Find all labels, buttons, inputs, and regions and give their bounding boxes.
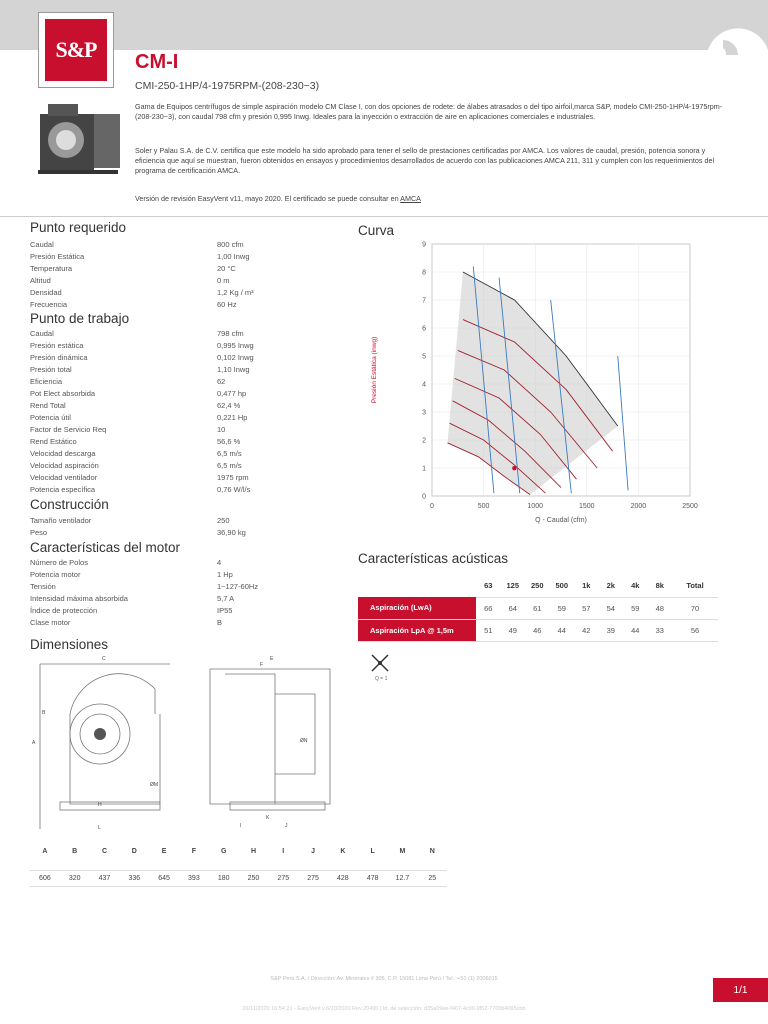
req-label: Caudal xyxy=(30,240,54,249)
x-tick-label: 0 xyxy=(430,503,434,510)
section-motor: Características del motor xyxy=(30,540,181,555)
work-value: 56,6 % xyxy=(217,437,241,446)
work-value: 62,4 % xyxy=(217,401,241,410)
dim-value: 428 xyxy=(328,870,358,886)
acoustic-row-label: Aspiración LpA @ 1,5m xyxy=(358,619,476,641)
motor-row xyxy=(30,558,330,570)
dimension-drawings xyxy=(30,654,350,834)
y-tick-label: 6 xyxy=(422,325,426,333)
acoustic-value: 46 xyxy=(525,619,550,641)
cons-label: Tamaño ventilador xyxy=(30,516,92,525)
dim-letter: G xyxy=(220,847,227,855)
work-value: 0,995 Inwg xyxy=(217,341,254,350)
x-tick-label: 2500 xyxy=(682,503,698,510)
acoustic-value: 57 xyxy=(574,597,599,619)
dim-value: 275 xyxy=(298,870,328,886)
motor-label: Intensidad máxima absorbida xyxy=(30,594,128,603)
y-tick-label: 2 xyxy=(422,437,426,445)
dim-letter: K xyxy=(340,847,346,855)
fan-product-image xyxy=(36,100,122,180)
svg-text:B: B xyxy=(42,710,46,716)
work-row xyxy=(30,437,330,449)
version-text: Versión de revisión EasyVent v11, mayo 2020. El certificado se puede consultar en AMCA xyxy=(135,194,421,203)
req-value: 1,00 Inwg xyxy=(217,252,250,261)
y-tick-label: 5 xyxy=(422,353,426,361)
acoustic-value: 33 xyxy=(648,619,673,641)
q-label: Q = 1 xyxy=(375,676,388,682)
work-label: Velocidad ventilador xyxy=(30,473,98,482)
work-row xyxy=(30,485,330,497)
cons-row xyxy=(30,528,330,540)
work-value: 0,76 W/l/s xyxy=(217,485,251,494)
work-value: 6,5 m/s xyxy=(217,461,242,470)
motor-value: 1 Hp xyxy=(217,570,233,579)
motor-label: Potencia motor xyxy=(30,570,81,579)
req-value: 800 cfm xyxy=(217,240,244,249)
work-label: Velocidad aspiración xyxy=(30,461,99,470)
req-label: Frecuencia xyxy=(30,300,68,309)
acoustic-value: 56 xyxy=(672,619,718,641)
motor-row xyxy=(30,570,330,582)
amca-link[interactable]: AMCA xyxy=(400,194,421,203)
work-row xyxy=(30,341,330,353)
dim-value: 320 xyxy=(60,870,90,886)
motor-row xyxy=(30,606,330,618)
divider xyxy=(0,216,768,217)
y-tick-label: 1 xyxy=(422,465,426,473)
fan-flow-symbol-icon xyxy=(368,652,392,674)
req-label: Altitud xyxy=(30,276,51,285)
work-row xyxy=(30,425,330,437)
motor-row xyxy=(30,594,330,606)
acoustic-value: 64 xyxy=(501,597,526,619)
req-row xyxy=(30,240,330,252)
acoustic-value: 70 xyxy=(672,597,718,619)
work-label: Potencia específica xyxy=(30,485,96,494)
x-tick-label: 1000 xyxy=(527,503,543,510)
operating-point xyxy=(512,466,516,470)
work-row xyxy=(30,473,330,485)
work-value: 798 cfm xyxy=(217,329,244,338)
motor-row xyxy=(30,618,330,630)
x-axis-label: Q - Caudal (cfm) xyxy=(535,517,587,524)
dim-letter: L xyxy=(370,847,375,855)
acoustic-value: 61 xyxy=(525,597,550,619)
y-tick-label: 9 xyxy=(422,241,426,249)
work-value: 10 xyxy=(217,425,226,434)
y-axis-label: Presión Estática (inwg) xyxy=(371,336,378,404)
work-label: Presión dinámica xyxy=(30,353,88,362)
dim-value: 645 xyxy=(149,870,179,886)
req-value: 20 °C xyxy=(217,264,236,273)
page-number: 1/1 xyxy=(713,978,768,1002)
acoustic-value: 44 xyxy=(550,619,575,641)
band-header: 250 xyxy=(525,575,550,597)
dim-letter: A xyxy=(42,847,48,855)
acoustic-row xyxy=(358,619,718,641)
req-label: Densidad xyxy=(30,288,62,297)
req-label: Presión Estática xyxy=(30,252,85,261)
dim-letter: B xyxy=(72,847,78,855)
motor-row xyxy=(30,582,330,594)
dim-letter: C xyxy=(101,847,108,855)
cons-label: Peso xyxy=(30,528,48,537)
motor-value: 1~127-60Hz xyxy=(217,582,259,591)
dim-letter: M xyxy=(399,847,406,855)
acoustic-title: Características acústicas xyxy=(358,551,509,566)
x-tick-label: 500 xyxy=(477,503,490,510)
work-label: Presión total xyxy=(30,365,72,374)
dim-letter: I xyxy=(282,847,285,855)
band-header: 1k xyxy=(574,575,599,597)
y-tick-label: 0 xyxy=(422,493,426,501)
y-tick-label: 4 xyxy=(422,381,426,389)
band-header: 125 xyxy=(501,575,526,597)
dim-value: 437 xyxy=(90,870,120,886)
band-header: Total xyxy=(672,575,718,597)
svg-text:H: H xyxy=(98,802,102,808)
x-tick-label: 1500 xyxy=(579,503,595,510)
cons-value: 250 xyxy=(217,516,230,525)
req-value: 0 m xyxy=(217,276,230,285)
motor-label: Índice de protección xyxy=(30,606,98,615)
work-value: 62 xyxy=(217,377,226,386)
acoustic-value: 39 xyxy=(599,619,624,641)
work-label: Pot Elect absorbida xyxy=(30,389,96,398)
y-tick-label: 8 xyxy=(422,269,426,277)
work-row xyxy=(30,401,330,413)
dim-letter: H xyxy=(250,847,256,855)
svg-text:L: L xyxy=(98,825,101,831)
svg-text:A: A xyxy=(32,740,36,746)
model-code: CMI-250-1HP/4-1975RPM-(208-230~3) xyxy=(135,80,320,92)
work-label: Factor de Servicio Req xyxy=(30,425,107,434)
work-label: Eficiencia xyxy=(30,377,63,386)
work-label: Potencia útil xyxy=(30,413,71,422)
svg-text:ØM: ØM xyxy=(150,782,159,788)
work-row xyxy=(30,377,330,389)
work-row xyxy=(30,365,330,377)
brand-arc-icon xyxy=(678,20,768,82)
section-dimensions: Dimensiones xyxy=(30,637,109,652)
work-row xyxy=(30,461,330,473)
req-value: 60 Hz xyxy=(217,300,237,309)
band-header: 500 xyxy=(550,575,575,597)
dim-letter: F xyxy=(191,847,197,855)
work-label: Caudal xyxy=(30,329,54,338)
acoustic-row xyxy=(358,597,718,619)
band-header: 2k xyxy=(599,575,624,597)
work-row xyxy=(30,353,330,365)
y-tick-label: 7 xyxy=(422,297,426,305)
cons-value: 36,90 kg xyxy=(217,528,246,537)
req-value: 1,2 Kg / m³ xyxy=(217,288,254,297)
acoustic-value: 48 xyxy=(648,597,673,619)
band-header: 4k xyxy=(623,575,648,597)
svg-text:K: K xyxy=(266,815,270,821)
req-row xyxy=(30,288,330,300)
dim-value: 12.7 xyxy=(388,870,418,886)
acoustic-value: 59 xyxy=(550,597,575,619)
work-value: 1,10 Inwg xyxy=(217,365,250,374)
work-value: 0,102 Inwg xyxy=(217,353,254,362)
motor-value: B xyxy=(217,618,223,627)
work-label: Rend Estático xyxy=(30,437,77,446)
svg-text:I: I xyxy=(240,823,242,829)
work-value: 1975 rpm xyxy=(217,473,249,482)
acoustic-row-label: Aspiración (LwA) xyxy=(358,597,476,619)
motor-value: 4 xyxy=(217,558,222,567)
motor-label: Tensión xyxy=(30,582,56,591)
band-header: 63 xyxy=(476,575,501,597)
dim-value: 393 xyxy=(179,870,209,886)
acoustic-value: 44 xyxy=(623,619,648,641)
work-row xyxy=(30,389,330,401)
acoustic-table xyxy=(358,575,718,642)
top-band xyxy=(0,0,768,50)
dim-value: 478 xyxy=(358,870,388,886)
dim-letter: E xyxy=(161,847,167,855)
dim-letter: D xyxy=(131,847,137,855)
work-label: Presión estática xyxy=(30,341,84,350)
company-logo: S&P xyxy=(38,12,114,88)
work-value: 0,477 hp xyxy=(217,389,247,398)
work-label: Velocidad descarga xyxy=(30,449,96,458)
req-row xyxy=(30,252,330,264)
certification-text: Soler y Palau S.A. de C.V. certifica que este modelo ha sido aprobado para tener el sello de prestaciones certificadas por AMCA. Los valores de caudal, presión, potencia sonora y eficiencia que aquí se muestran, fueron obtenidos en ensayos y procedimientos desarrollados de acuerdo con las publicaciones AMCA 211, 311 y cumplen con los requerimientos del programa de certificación AMCA. xyxy=(135,146,715,175)
req-row xyxy=(30,264,330,276)
page-title: CM-I xyxy=(135,51,179,73)
work-label: Rend Total xyxy=(30,401,66,410)
acoustic-value: 42 xyxy=(574,619,599,641)
work-row xyxy=(30,449,330,461)
dim-letter: J xyxy=(311,847,316,855)
acoustic-value: 59 xyxy=(623,597,648,619)
work-value: 6,5 m/s xyxy=(217,449,242,458)
footer-meta: 26/11/2020 16:54:21 - EasyVent v.6/10/2020 Rev.20490 | Id. de selección: d35a09ee-f407-4c00-9f52-7765b4095cbb xyxy=(242,1006,526,1012)
work-row xyxy=(30,413,330,425)
motor-value: IP55 xyxy=(217,606,233,615)
dim-value: 336 xyxy=(119,870,149,886)
dim-letter: N xyxy=(429,847,435,855)
curve-title: Curva xyxy=(358,223,395,238)
x-tick-label: 2000 xyxy=(630,503,647,510)
section-required-point: Punto requerido xyxy=(30,220,127,235)
dim-value: 606 xyxy=(30,870,60,886)
svg-text:F: F xyxy=(260,662,264,668)
svg-text:J: J xyxy=(285,823,288,829)
svg-text:E: E xyxy=(270,656,274,662)
motor-value: 5,7 A xyxy=(217,594,235,603)
svg-text:C: C xyxy=(102,656,106,662)
work-row xyxy=(30,329,330,341)
acoustic-value: 66 xyxy=(476,597,501,619)
req-label: Temperatura xyxy=(30,264,73,273)
performance-curve-chart xyxy=(362,236,712,526)
acoustic-value: 54 xyxy=(599,597,624,619)
req-row xyxy=(30,276,330,288)
motor-label: Clase motor xyxy=(30,618,71,627)
dim-value: 250 xyxy=(239,870,269,886)
work-value: 0,221 Hp xyxy=(217,413,248,422)
motor-label: Número de Polos xyxy=(30,558,88,567)
dim-value: 25 xyxy=(417,870,447,886)
y-tick-label: 3 xyxy=(422,409,426,417)
dim-value: 275 xyxy=(268,870,298,886)
section-work-point: Punto de trabajo xyxy=(30,311,130,326)
svg-text:ØN: ØN xyxy=(300,738,308,744)
acoustic-value: 49 xyxy=(501,619,526,641)
cons-row xyxy=(30,516,330,528)
description-text: Gama de Equipos centrífugos de simple aspiración modelo CM Clase I, con dos opciones de rodete: de álabes atrasados o del tipo airfoil,marca S&P, modelo CMI-250-1HP/4-1975rpm-(208-230~3), con caudal 798 cfm y presión 0,995 Inwg. Ideales para la inyección o extracción de aire en aplicaciones comerciales e industriales. xyxy=(135,102,723,121)
band-header: 8k xyxy=(648,575,673,597)
dimensions-table xyxy=(30,844,447,887)
section-construction: Construcción xyxy=(30,497,109,512)
footer-company: S&P Perú S.A. / Dirección: Av. Minerales # 305, C.P. 15081 Lima Perú / Tel.: +51 (1) 2006015 xyxy=(270,976,498,982)
dim-value: 180 xyxy=(209,870,239,886)
acoustic-value: 51 xyxy=(476,619,501,641)
